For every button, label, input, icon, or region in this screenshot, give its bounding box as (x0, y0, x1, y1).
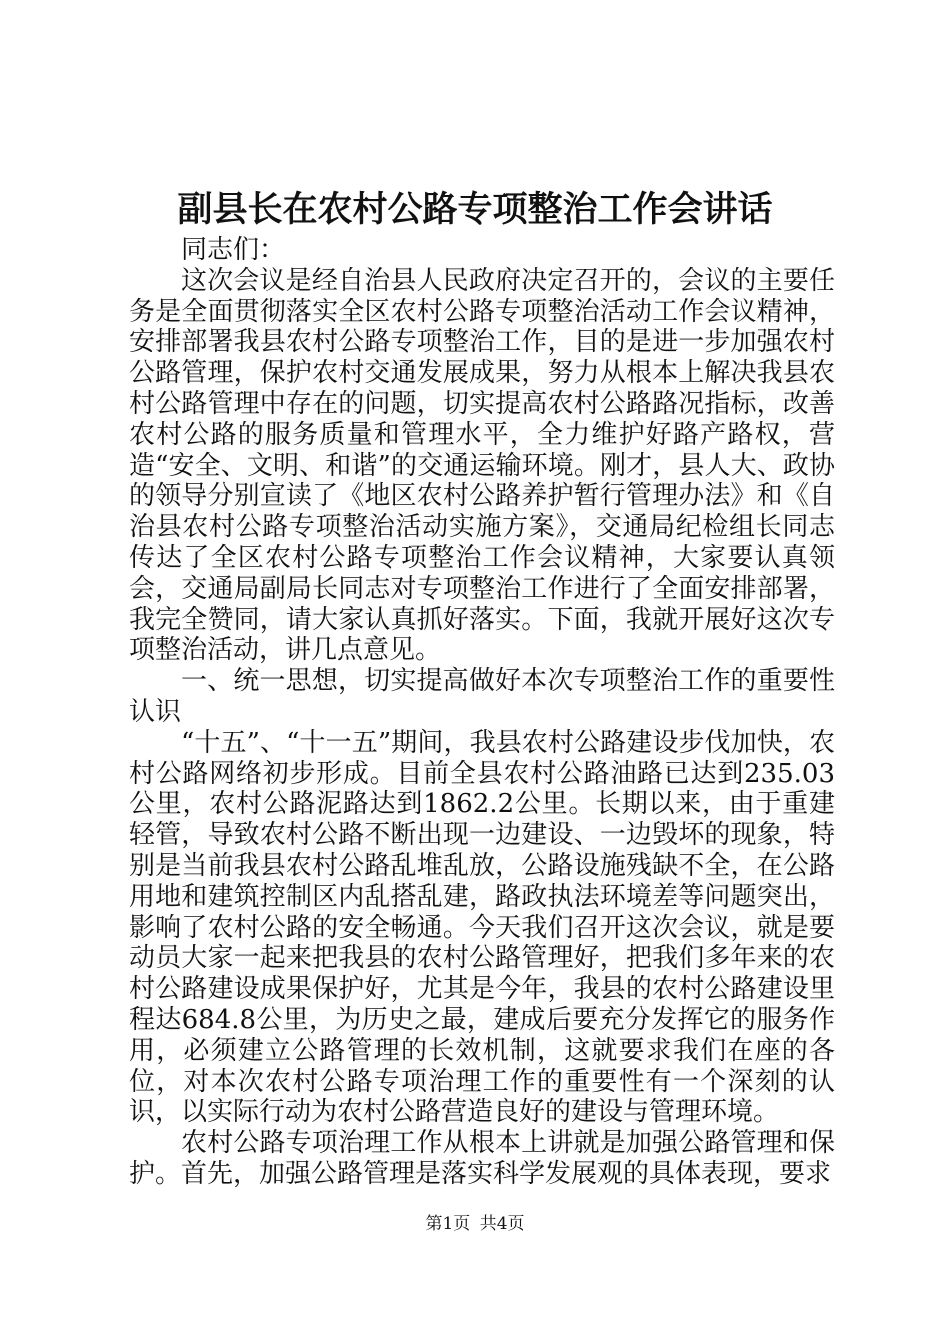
section-heading-1: 一、统一思想，切实提高做好本次专项整治工作的重要性认识 (129, 666, 835, 727)
document-title: 副县长在农村公路专项整治工作会讲话 (177, 189, 773, 230)
paragraph-section-1-continued: 农村公路专项治理工作从根本上讲就是加强公路管理和保护。首先，加强公路管理是落实科学发展观的具体表现，要求 (129, 1128, 835, 1189)
page-number: 第1页 (425, 1214, 471, 1234)
page-footer (0, 1213, 950, 1235)
salutation: 同志们： (181, 235, 286, 265)
paragraph-section-1: “十五”、“十一五”期间，我县农村公路建设步伐加快，农村公路网络初步形成。目前全县农村公路油路已达到235.03公里，农村公路泥路达到1862.2公里。长期以来，由于重建轻管，导致农村公路不断出现一边建设、一边毁坏的现象，特别是当前我县农村公路乱堆乱放，公路设施残缺不全，在公路用地和建筑控制区内乱搭乱建，路政执法环境差等问题突出，影响了农村公路的安全畅通。今天我们召开这次会议，就是要动员大家一起来把我县的农村公路管理好，把我们多年来的农村公路建设成果保护好，尤其是今年，我县的农村公路建设里程达684.8公里，为历史之最，建成后要充分发挥它的服务作用，必须建立公路管理的长效机制，这就要求我们在座的各位，对本次农村公路专项治理工作的重要性有一个深刻的认识，以实际行动为农村公路营造良好的建设与管理环境。 (129, 727, 835, 1128)
document-body (129, 235, 835, 1190)
page-total: 共4页 (479, 1214, 525, 1234)
paragraph-intro: 这次会议是经自治县人民政府决定召开的，会议的主要任务是全面贯彻落实全区农村公路专项整治活动工作会议精神，安排部署我县农村公路专项整治工作，目的是进一步加强农村公路管理，保护农村交通发展成果，努力从根本上解决我县农村公路管理中存在的问题，切实提高农村公路路况指标，改善农村公路的服务质量和管理水平，全力维护好路产路权，营造“安全、文明、和谐”的交通运输环境。刚才，县人大、政协的领导分别宣读了《地区农村公路养护暂行管理办法》和《自治县农村公路专项整治活动实施方案》，交通局纪检组长同志传达了全区农村公路专项整治工作会议精神，大家要认真领会，交通局副局长同志对专项整治工作进行了全面安排部署，我完全赞同，请大家认真抓好落实。下面，我就开展好这次专项整治活动，讲几点意见。 (129, 265, 835, 666)
